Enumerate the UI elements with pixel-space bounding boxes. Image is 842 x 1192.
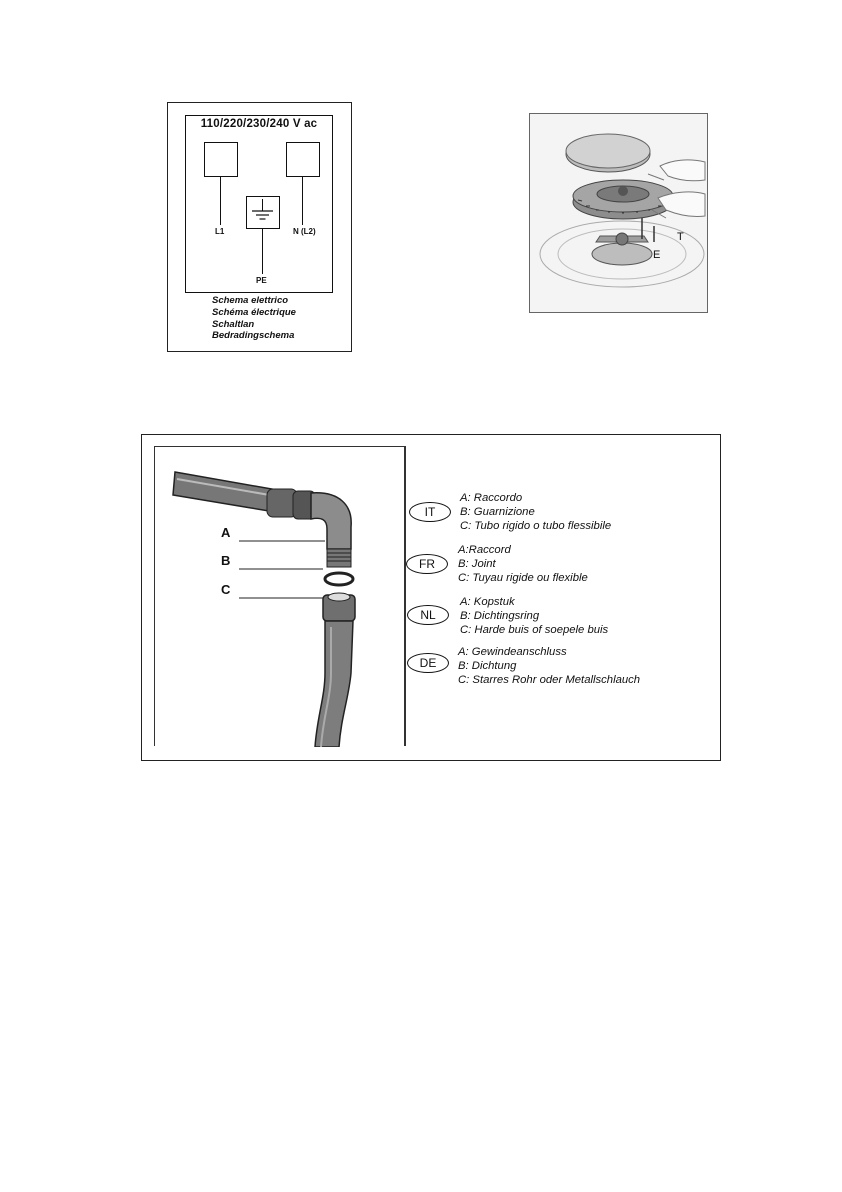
terminal-n-label: N (L2) xyxy=(293,227,316,236)
legend-nl-b: B: Dichtingsring xyxy=(460,610,540,622)
lang-badge-nl: NL xyxy=(407,605,449,625)
legend-fr-c: C: Tuyau rigide ou flexible xyxy=(458,572,588,584)
legend-fr-items xyxy=(458,543,588,585)
legend-de-a: A: Gewindeanschluss xyxy=(458,646,567,658)
legend-de-b: B: Dichtung xyxy=(458,660,517,672)
part-label-b: B xyxy=(221,553,231,568)
legend-de-c: C: Starres Rohr oder Metallschlauch xyxy=(458,674,641,686)
burner-label-t: T xyxy=(677,231,684,243)
terminal-l1-label: L1 xyxy=(215,227,225,236)
terminal-n xyxy=(286,142,320,177)
voltage-label: 110/220/230/240 V ac xyxy=(200,118,318,130)
wire-pe xyxy=(262,229,263,274)
part-label-a: A xyxy=(221,525,231,540)
legend-it-c: C: Tubo rigido o tubo flessibile xyxy=(460,520,612,532)
legend-nl-c: C: Harde buis of soepele buis xyxy=(460,624,609,636)
terminal-pe-label: PE xyxy=(256,276,267,285)
wire-l1 xyxy=(220,177,221,225)
caption-fr: Schéma électrique xyxy=(212,306,296,318)
gas-connection-panel xyxy=(141,434,721,761)
wiring-frame xyxy=(185,115,333,293)
legend-it-items xyxy=(460,491,611,533)
legend-de-items xyxy=(458,645,640,687)
legend-fr-b: B: Joint xyxy=(458,558,496,570)
caption-de: Schaltlan xyxy=(212,318,255,330)
lang-badge-fr: FR xyxy=(406,554,448,574)
wire-n xyxy=(302,177,303,225)
ground-icon xyxy=(247,197,278,227)
legend-it-b: B: Guarnizione xyxy=(460,506,535,518)
fitting-illustration xyxy=(155,447,407,747)
legend-nl-a: A: Kopstuk xyxy=(460,596,515,608)
terminal-l1 xyxy=(204,142,238,177)
gas-fitting-drawing xyxy=(154,446,406,746)
part-label-c: C xyxy=(221,582,231,597)
wiring-diagram xyxy=(167,102,352,352)
burner-label-e: E xyxy=(653,249,661,261)
burner-drawing xyxy=(530,114,708,313)
lang-badge-it: IT xyxy=(409,502,451,522)
lang-badge-de: DE xyxy=(407,653,449,673)
legend-nl-items xyxy=(460,595,608,637)
legend-it-a: A: Raccordo xyxy=(460,492,523,504)
caption-nl: Bedradingschema xyxy=(212,330,295,342)
caption-it: Schema elettrico xyxy=(212,295,289,306)
legend-fr-a: A:Raccord xyxy=(458,544,511,556)
wiring-captions xyxy=(212,295,296,342)
burner-illustration xyxy=(529,113,708,313)
terminal-pe xyxy=(246,196,280,229)
